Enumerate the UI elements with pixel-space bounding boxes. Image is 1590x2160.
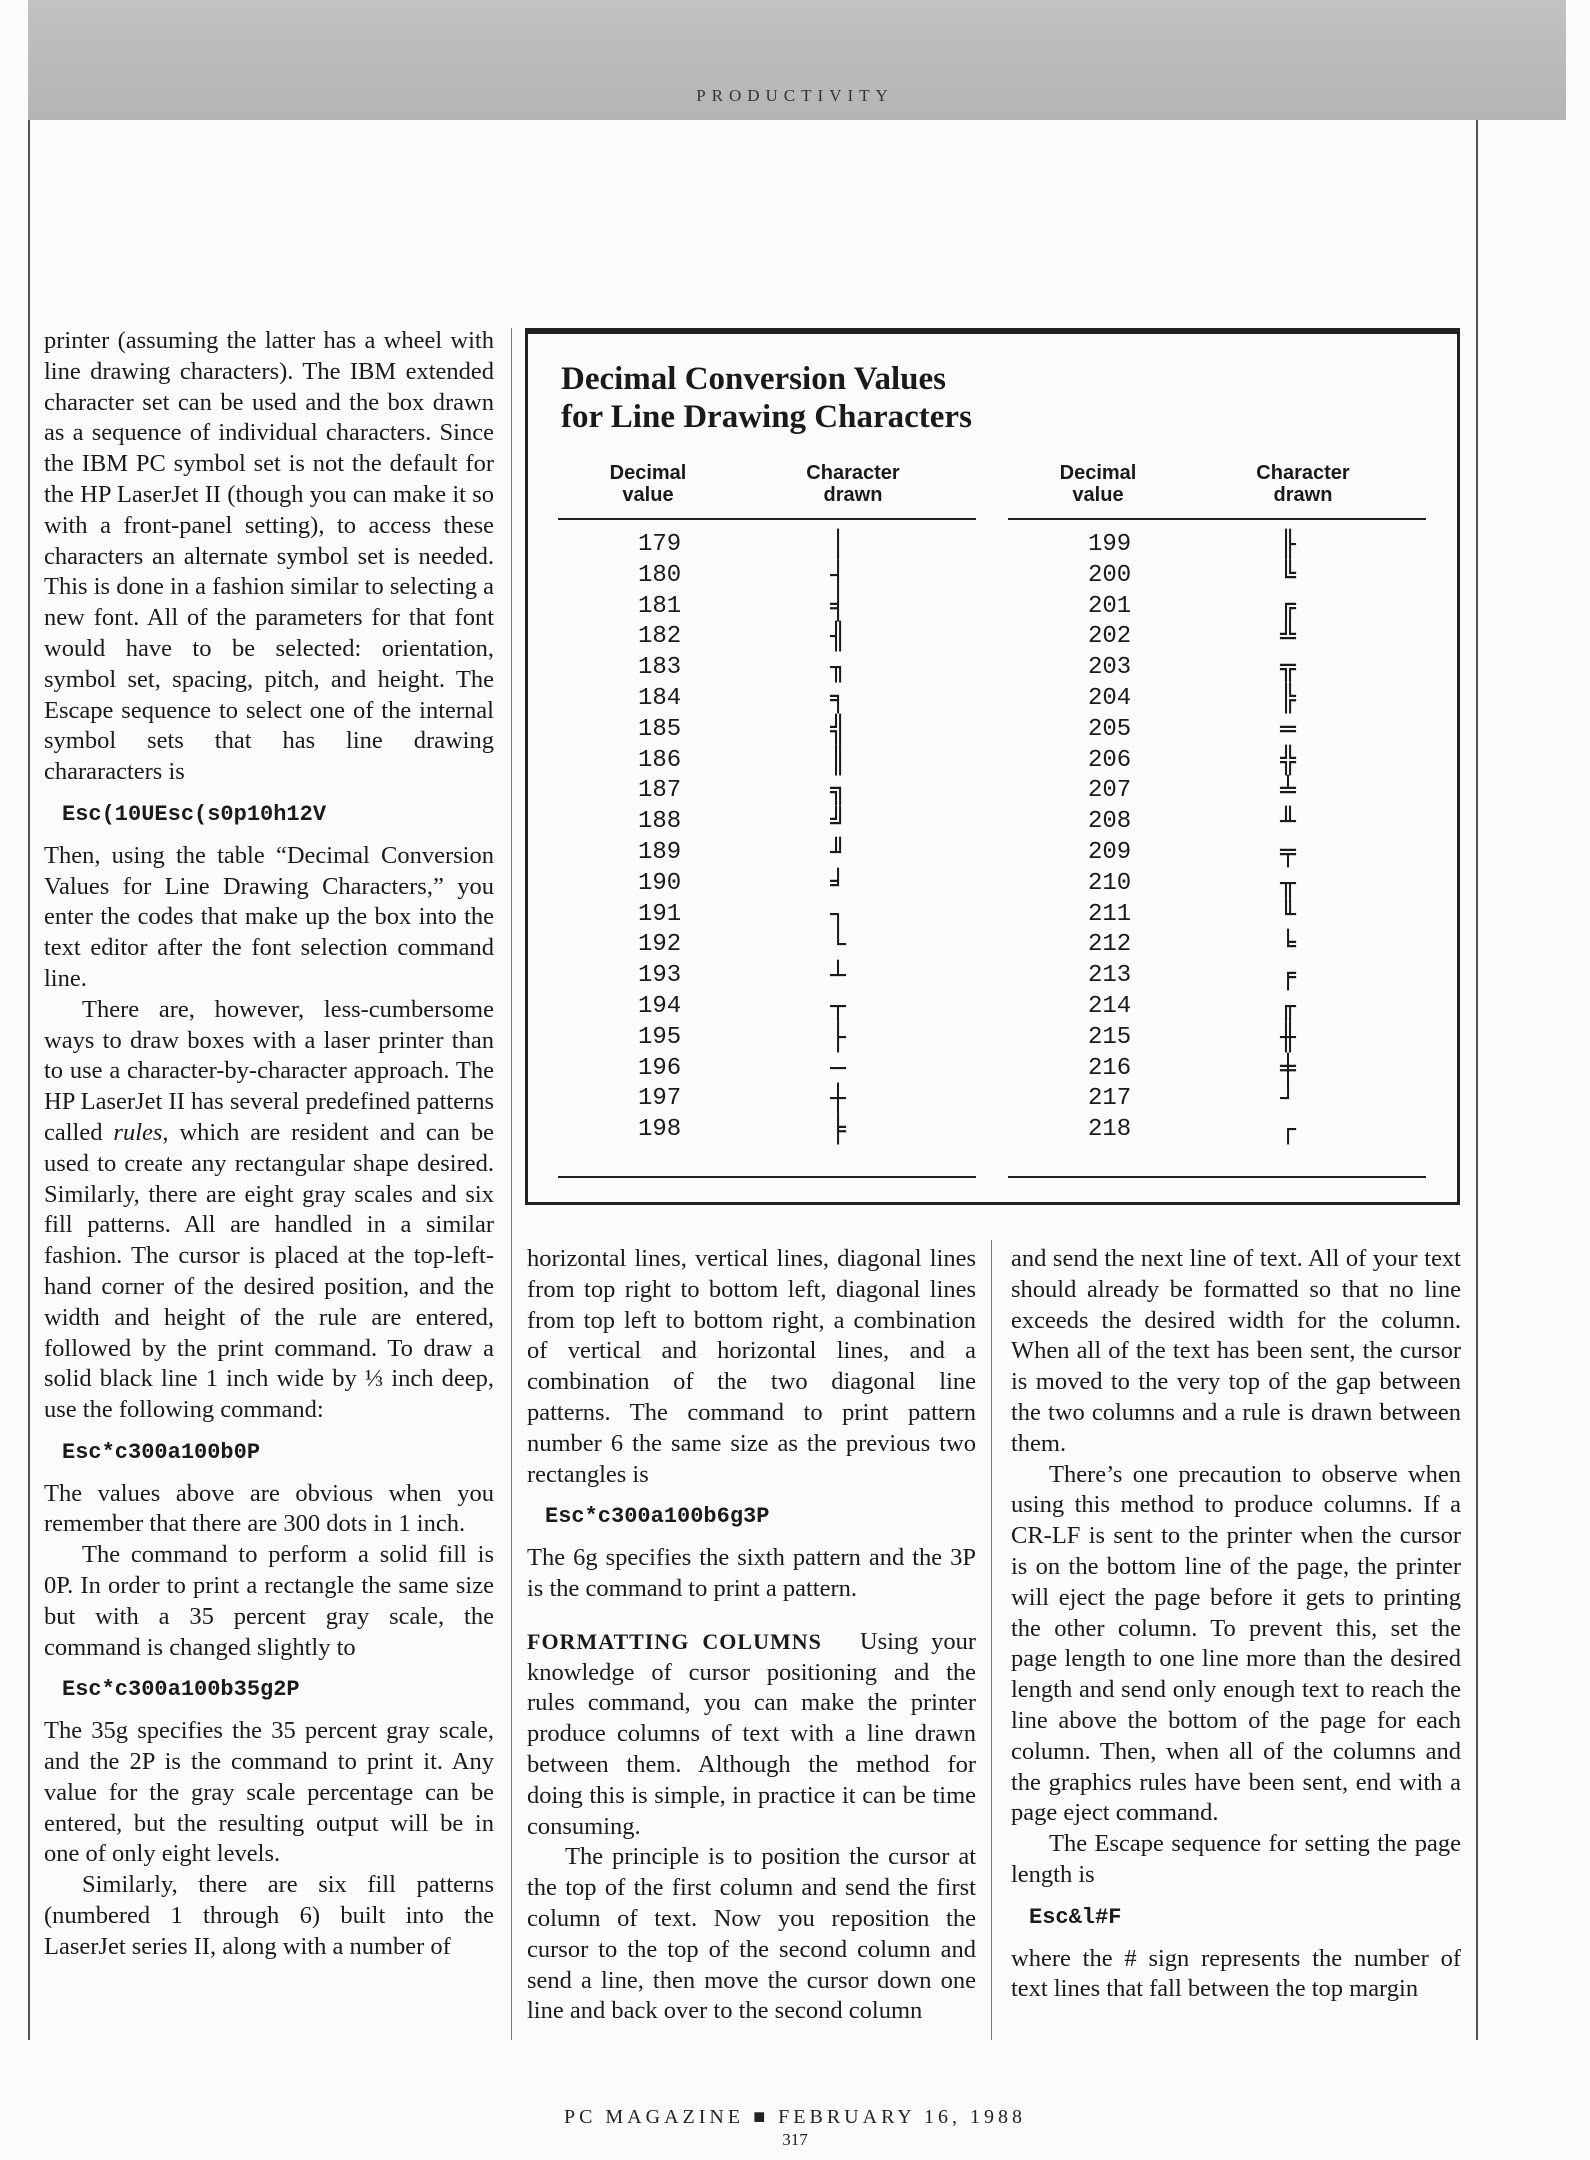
decimal-value: 196	[638, 1054, 682, 1082]
paragraph: The Escape sequence for setting the page length is	[1011, 1830, 1461, 1888]
article-column-1	[44, 326, 494, 1963]
table-half-left	[558, 462, 976, 1146]
line-drawing-glyph: └	[830, 930, 846, 961]
decimal-value: 214	[1088, 992, 1132, 1020]
table-row	[558, 592, 976, 623]
line-drawing-glyph: ╣	[830, 714, 846, 745]
paragraph: The 6g specifies the sixth pattern and the 3P is the command to print a pattern.	[527, 1544, 976, 1602]
table-row	[1008, 530, 1426, 561]
decimal-value: 182	[638, 623, 682, 651]
line-drawing-glyph: ╤	[1280, 837, 1296, 868]
paragraph: FORMATTING COLUMNS Using your knowledge of cursor positioning and the rules command, you can make the printer produce columns of text with a line drawn between them. Although the method for doing this is simple, in practice it can be time consuming.	[527, 1627, 977, 1840]
footer-publication: PC MAGAZINE ■ FEBRUARY 16, 1988	[563, 2106, 1027, 2128]
line-drawing-glyph: ┬	[830, 991, 846, 1022]
line-drawing-glyph: ─	[830, 1053, 846, 1084]
line-drawing-glyph: ╟	[1280, 530, 1296, 560]
paragraph: where the # sign represents the number of text lines that fall between the top margin	[1011, 1944, 1461, 2003]
table-row	[1008, 869, 1426, 900]
decimal-value: 208	[1088, 808, 1132, 836]
article-column-2	[527, 1244, 976, 2027]
column-divider-2	[991, 1240, 992, 2040]
paragraph: Then, using the table “Decimal Conversion Values for Line Drawing Characters,” you enter the codes that make up the box into the text editor after the font selection command line.	[44, 841, 494, 992]
line-drawing-glyph: ╚	[1280, 560, 1296, 591]
decimal-value: 216	[1088, 1054, 1132, 1082]
conversion-table	[525, 328, 1460, 1205]
table-header	[558, 462, 976, 520]
table-row	[558, 900, 976, 931]
paragraph: The 35g specifies the 35 percent gray scale, and the 2P is the command to print it. Any value for the gray scale percentage can be entered, but the resulting output will be in one of only eight levels.	[44, 1717, 494, 1868]
table-row	[558, 622, 976, 653]
table-row	[1008, 992, 1426, 1023]
decimal-value: 218	[1088, 1116, 1132, 1144]
line-drawing-glyph: ╜	[830, 837, 846, 868]
line-drawing-glyph: ║	[830, 745, 846, 776]
paragraph: There are, however, less-cumbersome ways to draw boxes with a laser printer than to use a character-by-character approach. The HP LaserJet II has several predefined patterns called rules, which are resident and can be used to create any rectangular shape desired. Similarly, there are eight gray scales and six fill patterns. All are handled in a similar fashion. The cursor is placed at the top-left-hand corner of the desired position, and the width and height of the rule are entered, followed by the print command. To draw a solid black line 1 inch wide by ⅓ inch deep, use the following command:	[44, 995, 494, 1424]
table-row	[1008, 1115, 1426, 1146]
table-row	[1008, 930, 1426, 961]
decimal-value: 204	[1088, 684, 1132, 712]
line-drawing-glyph: │	[830, 530, 846, 560]
code-line: Esc*c300a100b6g3P	[545, 1504, 770, 1530]
table-row	[1008, 838, 1426, 869]
table-title: Decimal Conversion Values for Line Drawing Characters	[561, 361, 972, 435]
decimal-value: 211	[1088, 900, 1132, 928]
decimal-value: 207	[1088, 777, 1132, 805]
line-drawing-glyph: ╫	[1280, 1022, 1296, 1053]
line-drawing-glyph: ┴	[830, 961, 846, 992]
line-drawing-glyph: ╨	[1280, 807, 1296, 838]
paragraph: The command to perform a solid fill is 0P. In order to print a rectangle the same size but with a 35 percent gray scale, the command is changed slightly to	[44, 1541, 494, 1661]
table-row	[1008, 684, 1426, 715]
code-line: Esc*c300a100b0P	[62, 1439, 261, 1465]
decimal-value: 217	[1088, 1085, 1132, 1113]
line-drawing-glyph: ╔	[1280, 591, 1296, 622]
decimal-value: 181	[638, 592, 682, 620]
table-header	[1008, 462, 1426, 520]
decimal-value: 201	[1088, 592, 1132, 620]
line-drawing-glyph: ═	[1280, 714, 1296, 745]
table-row	[558, 930, 976, 961]
line-drawing-glyph: ╞	[830, 1115, 846, 1146]
line-drawing-glyph: ┘	[1280, 1084, 1296, 1115]
decimal-value: 209	[1088, 838, 1132, 866]
paragraph: horizontal lines, vertical lines, diagonal lines from top right to bottom left, diagonal lines from top left to bottom right, a combination of vertical and horizontal lines, and a combination of the two diagonal line patterns. The command to print pattern number 6 the same size as the previous two rectangles is	[527, 1245, 976, 1488]
line-drawing-glyph: ╘	[1280, 930, 1296, 961]
table-row	[558, 1023, 976, 1054]
paragraph: The values above are obvious when you remember that there are 300 dots in 1 inch.	[44, 1479, 494, 1538]
line-drawing-glyph: ┼	[830, 1084, 846, 1115]
decimal-value: 194	[638, 992, 682, 1020]
decimal-value: 198	[638, 1116, 682, 1144]
decimal-value: 202	[1088, 623, 1132, 651]
decimal-value: 197	[638, 1085, 682, 1113]
table-row	[1008, 715, 1426, 746]
table-row	[1008, 1084, 1426, 1115]
line-drawing-glyph: ├	[830, 1022, 846, 1053]
right-page-rule	[1476, 120, 1478, 2040]
col-character-header: Character drawn	[1256, 462, 1350, 506]
col-decimal-header: Decimal value	[1059, 462, 1137, 506]
table-row	[1008, 653, 1426, 684]
line-drawing-glyph: ╡	[830, 591, 846, 622]
decimal-value: 195	[638, 1023, 682, 1051]
table-row	[1008, 961, 1426, 992]
code-line: Esc*c300a100b35g2P	[62, 1677, 300, 1703]
decimal-value: 213	[1088, 962, 1132, 990]
code-line: Esc&l#F	[1029, 1904, 1122, 1930]
table-row	[1008, 561, 1426, 592]
col-decimal-header: Decimal value	[609, 462, 687, 506]
decimal-value: 186	[638, 746, 682, 774]
line-drawing-glyph: ╒	[1280, 961, 1296, 992]
left-page-rule	[28, 120, 30, 2040]
paragraph: Similarly, there are six fill patterns (numbered 1 through 6) built into the LaserJet series II, along with a number of	[44, 1871, 494, 1960]
decimal-value: 203	[1088, 654, 1132, 682]
decimal-value: 185	[638, 715, 682, 743]
decimal-value: 189	[638, 838, 682, 866]
decimal-value: 205	[1088, 715, 1132, 743]
table-row	[1008, 807, 1426, 838]
page-number: 317	[782, 2130, 808, 2149]
decimal-value: 199	[1088, 531, 1132, 558]
line-drawing-glyph: ╕	[830, 683, 846, 714]
section-heading: FORMATTING COLUMNS	[527, 1628, 822, 1654]
line-drawing-glyph: ╓	[1280, 991, 1296, 1022]
column-divider-1	[511, 328, 512, 2040]
section-label: PRODUCTIVITY	[696, 86, 894, 105]
decimal-value: 180	[638, 561, 682, 589]
decimal-value: 212	[1088, 931, 1132, 959]
table-row	[558, 1084, 976, 1115]
emphasis: rules	[113, 1118, 163, 1146]
decimal-value: 183	[638, 654, 682, 682]
decimal-value: 192	[638, 931, 682, 959]
table-bottom-rule	[558, 1176, 976, 1178]
paragraph: printer (assuming the latter has a wheel with line drawing characters). The IBM extended character set can be used and the box drawn as a sequence of individual characters. Since the IBM PC symbol set is not the default for the HP LaserJet II (though you can make it so with a front-panel setting), to access these characters an alternate symbol set is needed. This is done in a fashion similar to selecting a new font. All of the parameters for that font would have to be selected: orientation, symbol set, spacing, pitch, and height. The Escape sequence to select one of the internal symbol sets that has line drawing chararacters is	[44, 327, 494, 786]
col-character-header: Character drawn	[806, 462, 900, 506]
line-drawing-glyph: ╩	[1280, 622, 1296, 653]
decimal-value: 191	[638, 900, 682, 928]
decimal-value: 188	[638, 808, 682, 836]
line-drawing-glyph: ╖	[830, 653, 846, 684]
table-row	[558, 561, 976, 592]
line-drawing-glyph: ┌	[1280, 1115, 1296, 1146]
line-drawing-glyph: ╥	[1280, 868, 1296, 899]
table-row	[558, 807, 976, 838]
code-line: Esc(10UEsc(s0p10h12V	[62, 801, 327, 827]
table-row	[558, 1115, 976, 1146]
line-drawing-glyph: ╠	[1280, 683, 1296, 714]
table-row	[1008, 622, 1426, 653]
decimal-value: 187	[638, 777, 682, 805]
table-half-right	[1008, 462, 1426, 1146]
line-drawing-glyph: ╗	[830, 776, 846, 807]
table-row	[1008, 746, 1426, 777]
decimal-value: 193	[638, 962, 682, 990]
decimal-value: 215	[1088, 1023, 1132, 1051]
table-row	[558, 715, 976, 746]
decimal-value: 200	[1088, 561, 1132, 589]
table-row	[558, 961, 976, 992]
table-row	[1008, 900, 1426, 931]
table-row	[558, 776, 976, 807]
line-drawing-glyph: ┐	[830, 899, 846, 930]
table-bottom-rule	[1008, 1176, 1426, 1178]
table-row	[558, 653, 976, 684]
table-row	[1008, 592, 1426, 623]
decimal-value: 179	[638, 531, 682, 558]
line-drawing-glyph: ╬	[1280, 745, 1296, 776]
table-row	[558, 530, 976, 561]
line-drawing-glyph: ╝	[830, 807, 846, 838]
table-row	[1008, 1023, 1426, 1054]
line-drawing-glyph: ╛	[830, 868, 846, 899]
table-row	[558, 684, 976, 715]
decimal-value: 184	[638, 684, 682, 712]
line-drawing-glyph: ╙	[1280, 899, 1296, 930]
line-drawing-glyph: ┤	[830, 560, 846, 591]
table-row	[558, 838, 976, 869]
decimal-value: 190	[638, 869, 682, 897]
table-row	[558, 746, 976, 777]
paragraph: The principle is to position the cursor at the top of the first column and send the first column of text. Now you reposition the cursor to the top of the second column and send a line, then move the cursor down one line and back over to the second column	[527, 1843, 976, 2025]
article-column-3	[1011, 1244, 1461, 2005]
table-row	[558, 992, 976, 1023]
line-drawing-glyph: ╢	[830, 622, 846, 653]
table-row	[1008, 1054, 1426, 1085]
decimal-value: 210	[1088, 869, 1132, 897]
decimal-value: 206	[1088, 746, 1132, 774]
line-drawing-glyph: ╦	[1280, 653, 1296, 684]
paragraph: and send the next line of text. All of your text should already be formatted so that no line exceeds the desired width for the column. When all of the text has been sent, the cursor is moved to the very top of the gap between the two columns and a rule is drawn between them.	[1011, 1245, 1461, 1457]
paragraph: There’s one precaution to observe when using this method to produce columns. If a CR-LF is sent to the printer when the cursor is on the bottom line of the page, the printer will eject the page before it gets to printing the other column. To prevent this, set the page length to one line more than the desired length and send only enough text to reach the line above the bottom of the page for each column. Then, when all of the columns and the graphics rules have been sent, end with a page eject command.	[1011, 1460, 1461, 1827]
table-row	[558, 869, 976, 900]
table-row	[558, 1054, 976, 1085]
line-drawing-glyph: ╪	[1280, 1053, 1296, 1084]
line-drawing-glyph: ╧	[1280, 776, 1296, 807]
table-row	[1008, 776, 1426, 807]
